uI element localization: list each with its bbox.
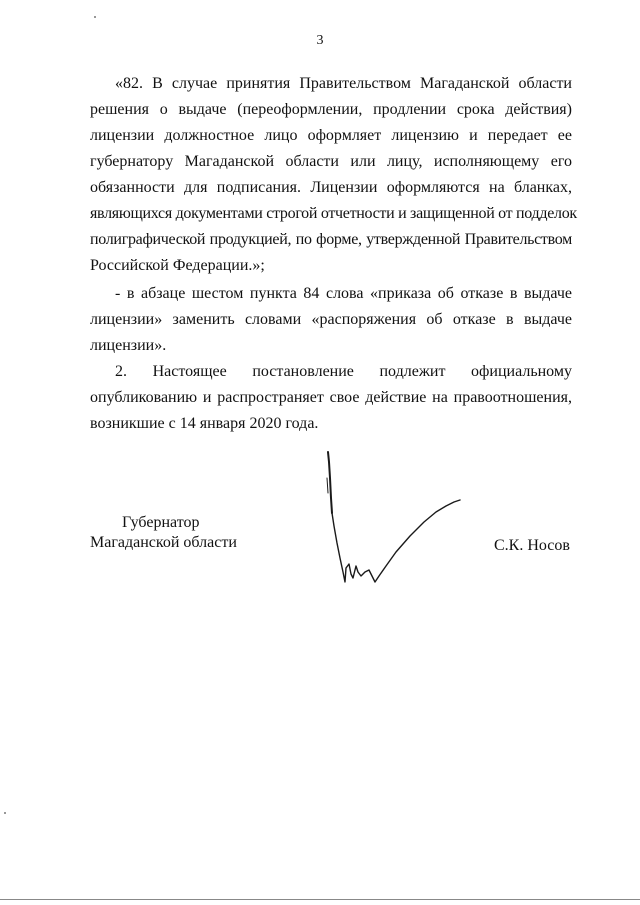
paragraph-line: лицензии». bbox=[90, 337, 167, 354]
paragraph-line: губернатору Магаданской области или лицу, исполняющему его bbox=[90, 153, 572, 170]
paragraph-line: - в абзаце шестом пункта 84 слова «приказа об отказе в выдаче bbox=[115, 285, 572, 302]
signatory-name: С.К. Носов bbox=[494, 537, 570, 554]
paragraph-line: решения о выдаче (переоформлении, продлении срока действия) bbox=[90, 101, 572, 118]
paragraph-line: обязанности для подписания. Лицензии оформляются на бланках, bbox=[90, 179, 572, 196]
page-number: 3 bbox=[316, 33, 324, 48]
signatory-position-line1: Губернатор bbox=[122, 514, 200, 531]
paragraph-line: лицензии должностное лицо оформляет лицензию и передает ее bbox=[90, 127, 572, 144]
paragraph-line: «82. В случае принятия Правительством Магаданской области bbox=[115, 75, 572, 92]
bottom-edge-line bbox=[0, 899, 640, 900]
paragraph-line: 2. Настоящее постановление подлежит официальному bbox=[115, 363, 572, 380]
paragraph-line: возникшие с 14 января 2020 года. bbox=[90, 415, 319, 432]
signatory-position-line2: Магаданской области bbox=[90, 534, 237, 551]
scan-speck bbox=[94, 16, 96, 18]
paragraph-line: Российской Федерации.»; bbox=[90, 257, 265, 274]
scan-speck bbox=[4, 812, 6, 814]
handwritten-signature bbox=[318, 448, 468, 598]
paragraph-line: лицензии» заменить словами «распоряжения об отказе в выдаче bbox=[90, 311, 572, 328]
paragraph-line: полиграфической продукцией, по форме, утвержденной Правительством bbox=[90, 231, 572, 248]
paragraph-line: опубликованию и распространяет свое действие на правоотношения, bbox=[90, 389, 572, 406]
paragraph-line: являющихся документами строгой отчетности и защищенной от подделок bbox=[90, 205, 577, 222]
